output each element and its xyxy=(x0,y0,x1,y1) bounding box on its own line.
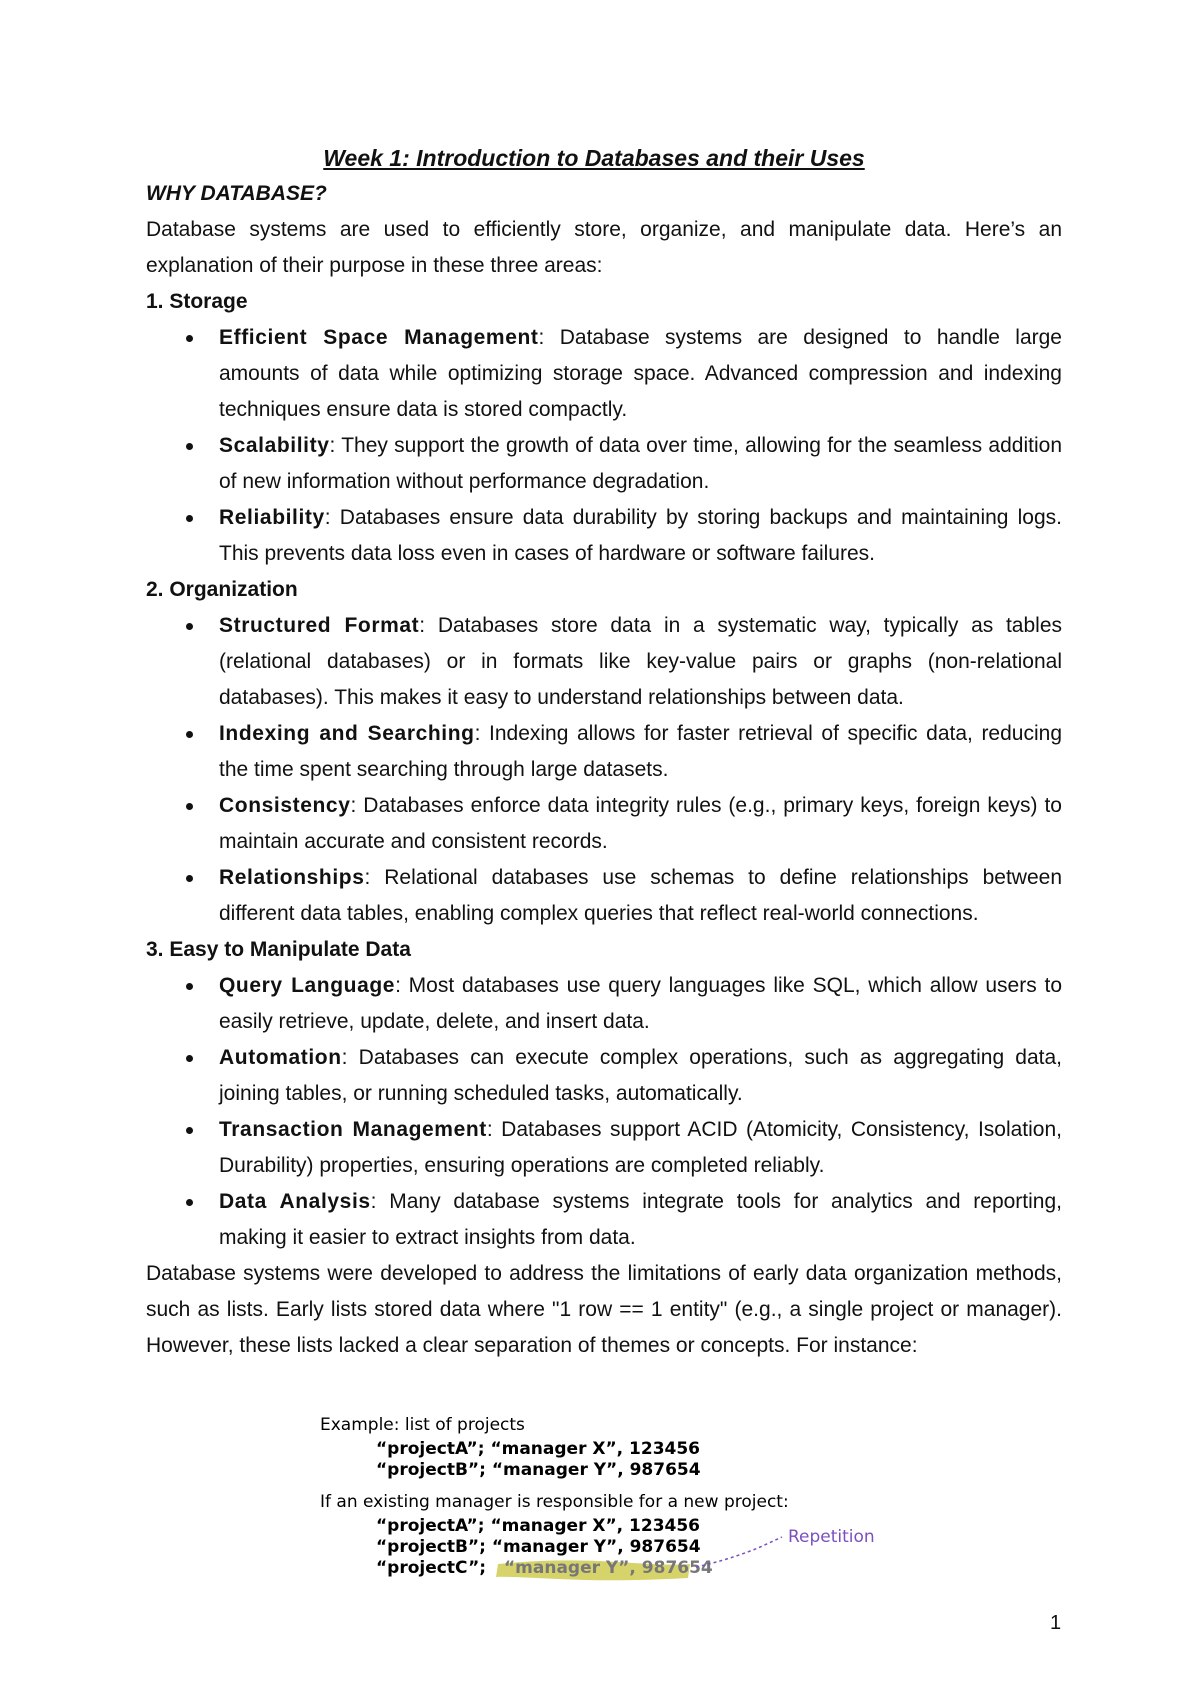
project-list-figure xyxy=(318,1412,918,1592)
term: Reliability xyxy=(219,506,325,529)
list-item xyxy=(146,716,1062,788)
code-line: “projectC”; xyxy=(376,1558,487,1578)
figure-caption: If an existing manager is responsible for a new project: xyxy=(320,1492,789,1512)
section-manipulation xyxy=(146,932,1062,1256)
list-item xyxy=(146,500,1062,572)
definition: : Databases can execute complex operations, such as aggregating data, joining tables, or running scheduled tasks, automatically. xyxy=(219,1046,1062,1105)
list-item xyxy=(146,860,1062,932)
intro-paragraph: Database systems are used to efficiently store, organize, and manipulate data. Here’s an explanation of their purpose in these three areas: xyxy=(146,218,1062,277)
term: Automation xyxy=(219,1046,342,1069)
section-organization xyxy=(146,572,1062,932)
term: Structured Format xyxy=(219,614,420,637)
term: Scalability xyxy=(219,434,330,457)
term: Data Analysis xyxy=(219,1190,371,1213)
term: Relationships xyxy=(219,866,365,889)
bullet-list xyxy=(146,608,1062,932)
definition: : Database systems are designed to handle large amounts of data while optimizing storage space. Advanced compression and indexing techniques ensure data is stored compactly. xyxy=(219,326,1062,421)
section-heading: 1. Storage xyxy=(146,290,248,313)
definition: : Relational databases use schemas to define relationships between different data tables, enabling complex queries that reflect real-world connections. xyxy=(219,866,1062,925)
list-item xyxy=(146,1112,1062,1184)
definition: : Databases ensure data durability by storing backups and maintaining logs. This prevents data loss even in cases of hardware or software failures. xyxy=(219,506,1062,565)
page-title: Week 1: Introduction to Databases and their Uses xyxy=(323,145,865,171)
list-item xyxy=(146,608,1062,716)
term: Query Language xyxy=(219,974,396,997)
bullet-list xyxy=(146,320,1062,572)
repetition-annotation: Repetition xyxy=(788,1527,875,1547)
list-item xyxy=(146,1040,1062,1112)
list-item xyxy=(146,1184,1062,1256)
code-line: “projectB”; “manager Y”, 987654 xyxy=(376,1537,701,1557)
section-storage xyxy=(146,284,1062,572)
term: Efficient Space Management xyxy=(219,326,539,349)
list-item xyxy=(146,788,1062,860)
term: Indexing and Searching xyxy=(219,722,475,745)
definition: : Most databases use query languages like SQL, which allow users to easily retrieve, update, delete, and insert data. xyxy=(219,974,1063,1033)
code-line: “projectA”; “manager X”, 123456 xyxy=(376,1516,701,1536)
definition: : Databases support ACID (Atomicity, Consistency, Isolation, Durability) properties, ensuring operations are completed reliably. xyxy=(219,1118,1062,1177)
list-item xyxy=(146,320,1062,428)
document-body xyxy=(146,140,1062,1364)
term: Consistency xyxy=(219,794,351,817)
page-number: 1 xyxy=(1050,1612,1062,1634)
definition: : Indexing allows for faster retrieval of specific data, reducing the time spent searching through large datasets. xyxy=(219,722,1062,781)
term: Transaction Management xyxy=(219,1118,487,1141)
definition: : They support the growth of data over time, allowing for the seamless addition of new information without performance degradation. xyxy=(219,434,1062,493)
closing-paragraph: Database systems were developed to address the limitations of early data organization methods, such as lists. Early lists stored data where "1 row == 1 entity" (e.g., a single project or manager). However, these lists lacked a clear separation of themes or concepts. For instance: xyxy=(146,1262,1062,1357)
definition: : Databases store data in a systematic way, typically as tables (relational databases) or in formats like key-value pairs or graphs (non-relational databases). This makes it easy to understand relationships between data. xyxy=(219,614,1063,709)
section-heading: 3. Easy to Manipulate Data xyxy=(146,938,411,961)
figure-caption: Example: list of projects xyxy=(320,1415,525,1435)
bullet-list xyxy=(146,968,1062,1256)
code-line: “projectB”; “manager Y”, 987654 xyxy=(376,1460,701,1480)
definition: : Many database systems integrate tools for analytics and reporting, making it easier to extract insights from data. xyxy=(219,1190,1062,1249)
list-item xyxy=(146,968,1062,1040)
section-heading: 2. Organization xyxy=(146,578,298,601)
section-subtitle: WHY DATABASE? xyxy=(146,182,327,205)
definition: : Databases enforce data integrity rules (e.g., primary keys, foreign keys) to maintain accurate and consistent records. xyxy=(219,794,1062,853)
list-item xyxy=(146,428,1062,500)
code-line: “projectA”; “manager X”, 123456 xyxy=(376,1439,701,1459)
repeated-value: “manager Y”, 987654 xyxy=(504,1558,713,1578)
